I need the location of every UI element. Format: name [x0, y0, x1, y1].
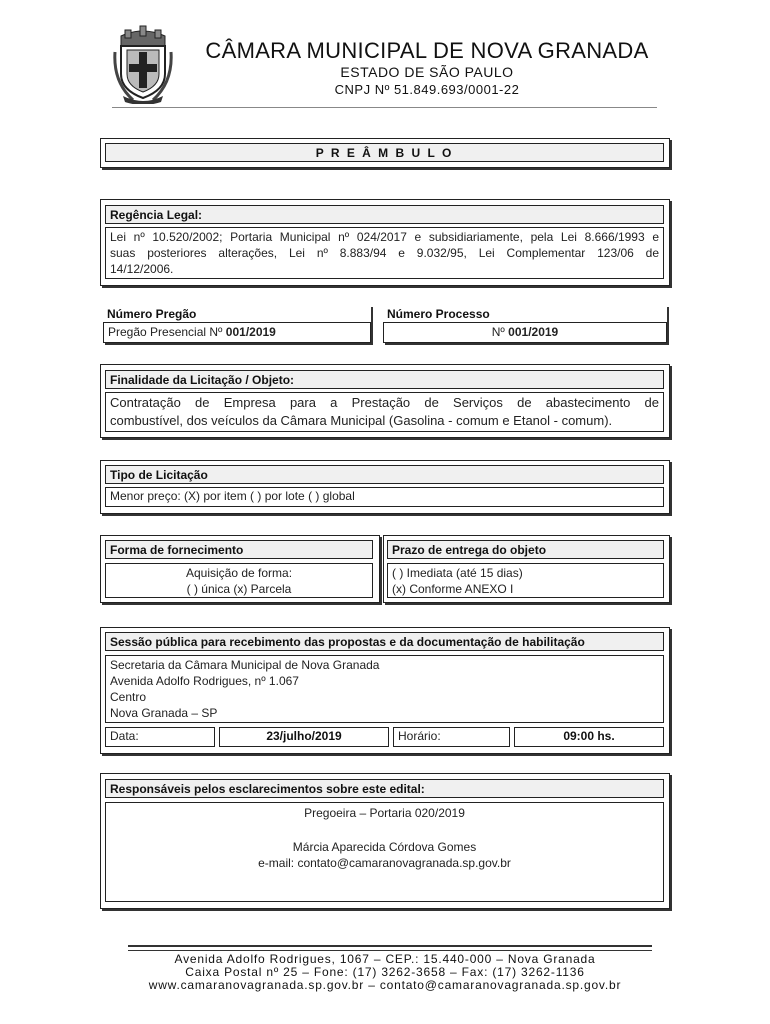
finalidade-text [105, 392, 664, 432]
prazo-label: Prazo de entrega do objeto [387, 540, 664, 559]
footer-divider-thin [128, 950, 652, 951]
footer-address: Avenida Adolfo Rodrigues, 1067 – CEP.: 15.440-000 – Nova Granada [174, 952, 596, 966]
horario-label: Horário: [393, 727, 510, 747]
responsaveis-spacer [110, 821, 659, 839]
prazo-line-2: (x) Conforme ANEXO I [392, 582, 514, 596]
sessao-line-2: Avenida Adolfo Rodrigues, nº 1.067 [110, 674, 299, 688]
forma-label: Forma de fornecimento [105, 540, 373, 559]
cnpj-number: CNPJ Nº 51.849.693/0001-22 [334, 82, 520, 97]
numero-processo-number: 001/2019 [508, 325, 559, 339]
footer-website[interactable]: www.camaranovagranada.sp.gov.br – contato@camaranovagranada.sp.gov.br [148, 978, 622, 992]
numero-processo-prefix: Nº [491, 325, 505, 339]
forma-line-2: ( ) única (x) Parcela [186, 582, 292, 596]
sessao-address [105, 655, 664, 723]
sessao-line-1: Secretaria da Câmara Municipal de Nova Granada [110, 658, 380, 672]
responsaveis-label: Responsáveis pelos esclarecimentos sobre este edital: [105, 779, 664, 798]
preambulo-title: P R E Â M B U L O [105, 143, 664, 162]
state-subtitle: ESTADO DE SÃO PAULO [340, 64, 514, 80]
regencia-line-1: Lei nº 10.520/2002; Portaria Municipal nº 024/2017 e subsidiariamente, pela Lei 8.666/1993 e [110, 230, 659, 244]
numero-pregao-label: Número Pregão [103, 305, 371, 323]
regencia-label: Regência Legal: [105, 205, 664, 224]
responsaveis-line-2: Márcia Aparecida Córdova Gomes [292, 840, 477, 854]
forma-text [105, 563, 373, 598]
numero-pregao-value [108, 325, 276, 339]
prazo-line-1: ( ) Imediata (até 15 dias) [392, 566, 523, 580]
numero-processo-value [383, 325, 667, 339]
forma-line-1: Aquisição de forma: [185, 566, 293, 580]
numero-pregao-prefix: Pregão Presencial Nº [108, 325, 223, 339]
finalidade-label: Finalidade da Licitação / Objeto: [105, 370, 664, 389]
data-label: Data: [105, 727, 215, 747]
finalidade-line-1: Contratação de Empresa para a Prestação de Serviços de abastecimento de [110, 395, 659, 410]
responsaveis-text [105, 802, 664, 902]
regencia-line-3: 14/12/2006. [110, 262, 174, 276]
responsaveis-email[interactable]: e-mail: contato@camaranovagranada.sp.gov.br [258, 856, 511, 870]
tipo-label: Tipo de Licitação [105, 465, 664, 484]
header-divider [112, 107, 657, 108]
prazo-text [387, 563, 664, 598]
regencia-line-2: suas posteriores alterações, Lei nº 8.883/94 e 9.032/95, Lei Complementar 123/06 de [110, 246, 659, 260]
numero-processo-label: Número Processo [383, 305, 667, 323]
horario-value: 09:00 hs. [514, 727, 664, 747]
finalidade-line-2: combustível, dos veículos da Câmara Municipal (Gasolina - comum e Etanol - comum). [110, 413, 613, 428]
data-value: 23/julho/2019 [219, 727, 389, 747]
numero-pregao-number: 001/2019 [225, 325, 276, 339]
sessao-line-4: Nova Granada – SP [110, 706, 218, 720]
regencia-text [105, 227, 664, 279]
institution-title: CÂMARA MUNICIPAL DE NOVA GRANADA [205, 38, 649, 63]
sessao-line-3: Centro [110, 690, 147, 704]
tipo-value: Menor preço: (X) por item ( ) por lote ( ) global [105, 487, 664, 507]
sessao-label: Sessão pública para recebimento das propostas e da documentação de habilitação [105, 632, 664, 651]
footer-phone: Caixa Postal nº 25 – Fone: (17) 3262-3658 – Fax: (17) 3262-1136 [185, 965, 585, 979]
municipal-crest-icon [113, 22, 173, 104]
footer-divider-thick [128, 945, 652, 947]
responsaveis-line-1: Pregoeira – Portaria 020/2019 [304, 806, 465, 820]
